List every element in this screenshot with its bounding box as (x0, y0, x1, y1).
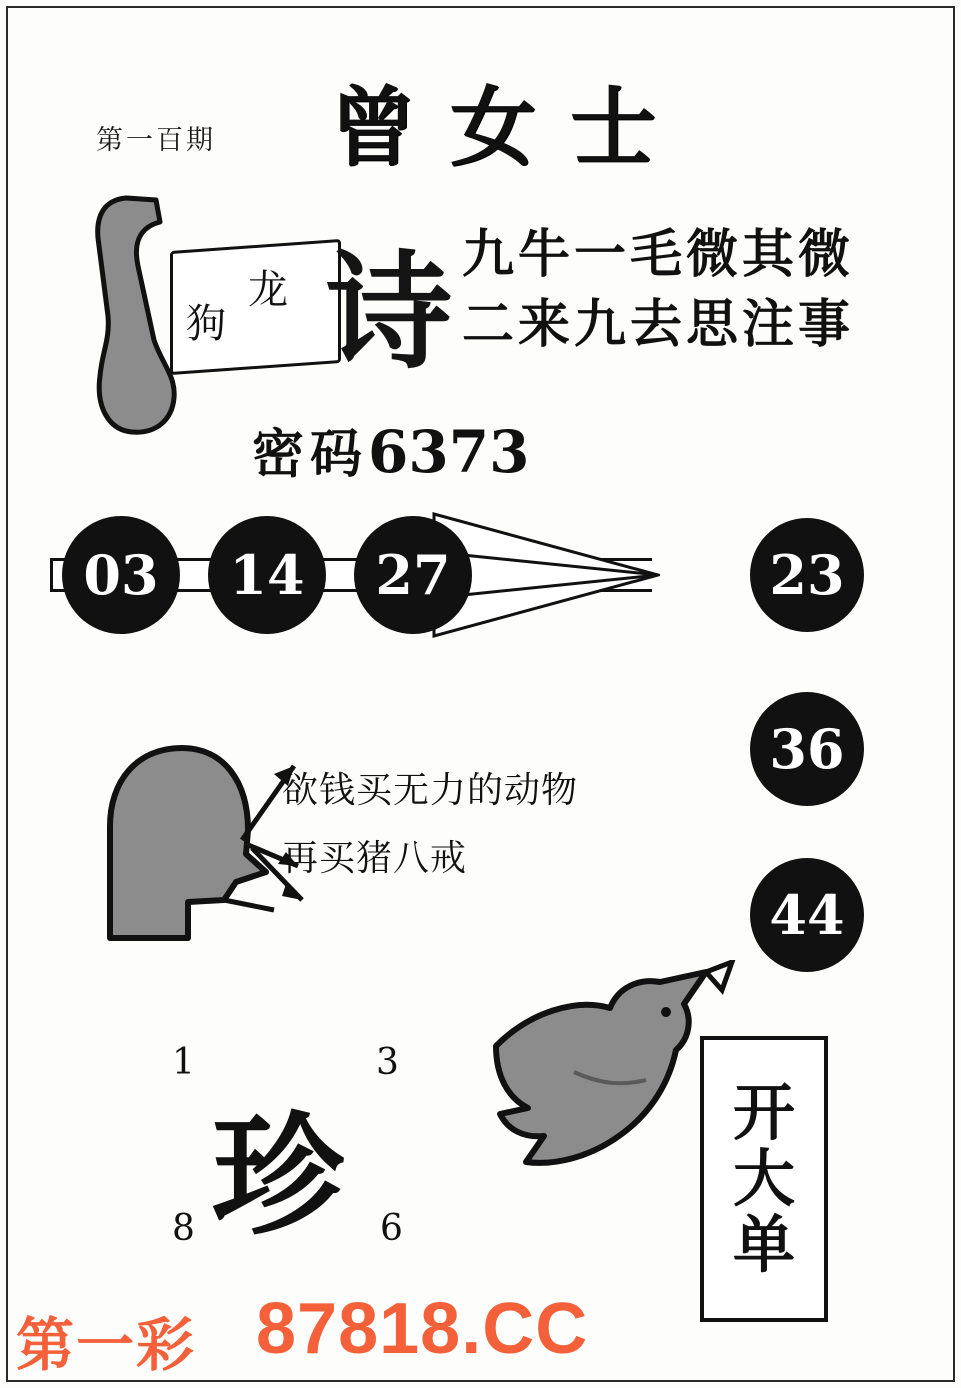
lucky-corner-bottom-right: 6 (380, 1208, 403, 1249)
vertical-banner (700, 1036, 828, 1322)
poem-line-1: 九牛一毛微其微 (462, 224, 855, 285)
arrow-ball-1: 03 (62, 516, 180, 634)
lucky-character: 珍 (212, 1099, 344, 1254)
side-ball-3: 44 (750, 858, 864, 972)
lucky-corner-bottom-left: 8 (172, 1208, 195, 1249)
arrow-ball-2: 14 (208, 516, 326, 634)
lucky-corner-top-left: 1 (172, 1042, 195, 1083)
zodiac-bottom-label: 狗 (186, 301, 226, 347)
password-label: 密码 (252, 424, 369, 485)
password-value: 6373 (368, 418, 530, 486)
hint-line-2: 再买猪八戒 (282, 838, 468, 879)
page-title: 曾女士 (330, 77, 690, 178)
banner-char-1: 开 (732, 1076, 795, 1150)
zodiac-top-label: 龙 (248, 267, 288, 313)
banner-char-2: 大 (732, 1142, 795, 1216)
arrow-ball-3: 27 (354, 516, 472, 634)
side-ball-1: 23 (750, 518, 864, 632)
hint-line-1: 欲钱买无力的动物 (282, 770, 579, 811)
lucky-corner-top-right: 3 (376, 1042, 399, 1083)
footer-brand: 第一彩 (16, 1311, 197, 1379)
password-row (252, 412, 529, 487)
poem-line-2: 二来九去思注事 (462, 294, 855, 355)
issue-label: 第一百期 (96, 125, 216, 156)
poem-heading-char: 诗 (326, 238, 452, 386)
side-ball-2: 36 (750, 692, 864, 806)
footer-site-url: 87818.CC (256, 1289, 589, 1369)
banner-char-3: 单 (732, 1207, 795, 1281)
